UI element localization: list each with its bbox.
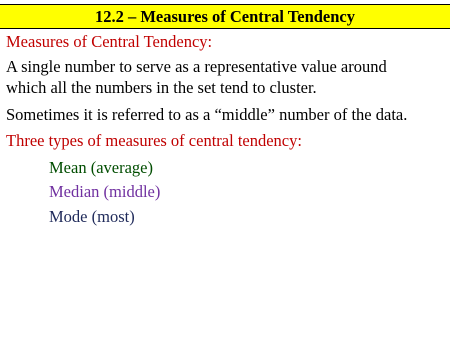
definition-line-1: A single number to serve as a representative value around [6, 57, 387, 76]
middle-note: Sometimes it is referred to as a “middle” number of the data. [6, 105, 408, 124]
section-heading: Measures of Central Tendency: [6, 32, 213, 51]
definition-line-2: which all the numbers in the set tend to cluster. [6, 78, 317, 97]
slide-title: 12.2 – Measures of Central Tendency [94, 7, 356, 26]
type-item-median: Median (middle) [49, 182, 161, 201]
type-item-mean: Mean (average) [49, 158, 153, 177]
slide-title-bar [0, 4, 450, 29]
type-item-mode: Mode (most) [49, 207, 135, 226]
types-heading: Three types of measures of central tendency: [6, 131, 302, 150]
